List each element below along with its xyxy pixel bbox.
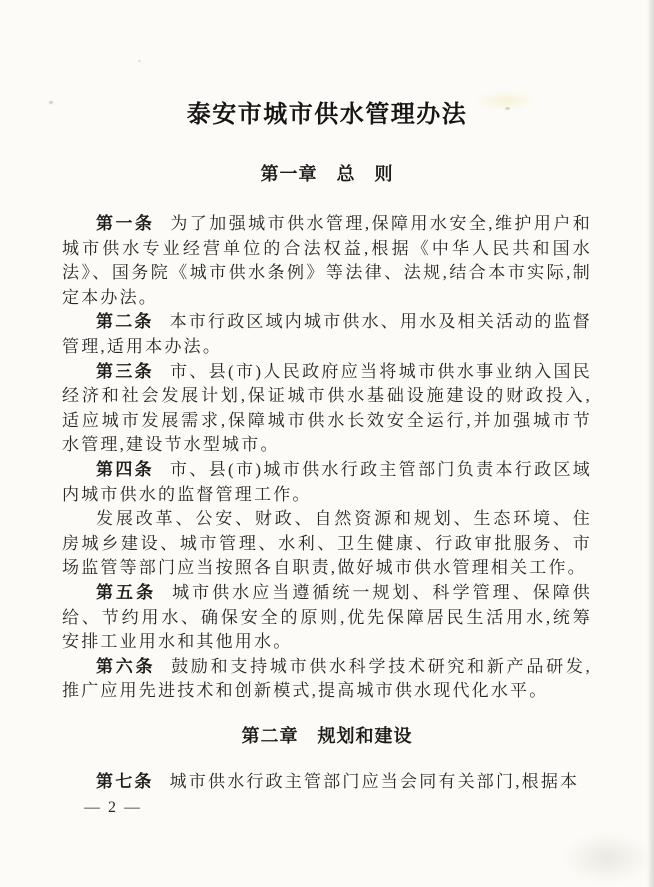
article-paragraph xyxy=(62,581,592,655)
article-paragraph xyxy=(62,655,592,704)
article-paragraph xyxy=(62,458,592,507)
article-paragraph xyxy=(62,360,592,458)
page-corner-shade xyxy=(562,833,652,883)
article-number: 第一条 xyxy=(96,214,155,233)
article-paragraph xyxy=(62,770,592,795)
article-number: 第七条 xyxy=(96,771,154,791)
article-text: 本市行政区域内城市供水、用水及相关活动的监督管理,适用本办法。 xyxy=(62,312,593,356)
article-paragraph xyxy=(62,507,592,581)
article-number: 第五条 xyxy=(96,582,157,602)
article-number: 第六条 xyxy=(96,656,156,676)
chapter-1-heading: 第一章 总 则 xyxy=(260,164,394,184)
article-text: 市、县(市)城市供水行政主管部门负责本行政区域内城市供水的监督管理工作。 xyxy=(62,459,593,504)
article-text: 城市供水行政主管部门应当会同有关部门,根据本 xyxy=(169,771,580,791)
article-number: 第二条 xyxy=(96,312,154,332)
article-text: 市、县(市)人民政府应当将城市供水事业纳入国民经济和社会发展计划,保证城市供水基础设施建设的财政投入,适应城市发展需求,保障城市供水长效安全运行,并加强城市节水管理,建设节水型城市。 xyxy=(62,361,593,455)
article-text: 发展改革、公安、财政、自然资源和规划、生态环境、住房城乡建设、城市管理、水利、卫生健康、行政审批服务、市场监管等部门应当按照各自职责,做好城市供水管理相关工作。 xyxy=(62,509,592,578)
chapter-2-heading: 第二章 规划和建设 xyxy=(241,725,413,746)
document-body xyxy=(62,212,592,794)
scan-speck xyxy=(138,60,141,62)
article-number: 第四条 xyxy=(96,459,155,479)
scan-speck xyxy=(49,101,53,104)
page-number: — 2 — xyxy=(84,799,142,816)
article-text: 鼓励和支持城市供水科学技术研究和新产品研发,推广应用先进技术和创新模式,提高城市供水现代化水平。 xyxy=(62,656,592,701)
article-paragraph xyxy=(62,212,592,310)
article-number: 第三条 xyxy=(96,361,155,381)
article-text: 为了加强城市供水管理,保障用水安全,维护用户和城市供水专业经营单位的合法权益,根据《中华人民共和国水法》、国务院《城市供水条例》等法律、法规,结合本市实际,制定本办法。 xyxy=(62,214,592,307)
article-paragraph xyxy=(62,310,592,359)
article-text: 城市供水应当遵循统一规划、科学管理、保障供给、节约用水、确保安全的原则,优先保障居民生活用水,统筹安排工业用水和其他用水。 xyxy=(62,582,592,652)
page-edge-shadow xyxy=(647,0,654,887)
document-title: 泰安市城市供水管理办法 xyxy=(186,101,468,128)
